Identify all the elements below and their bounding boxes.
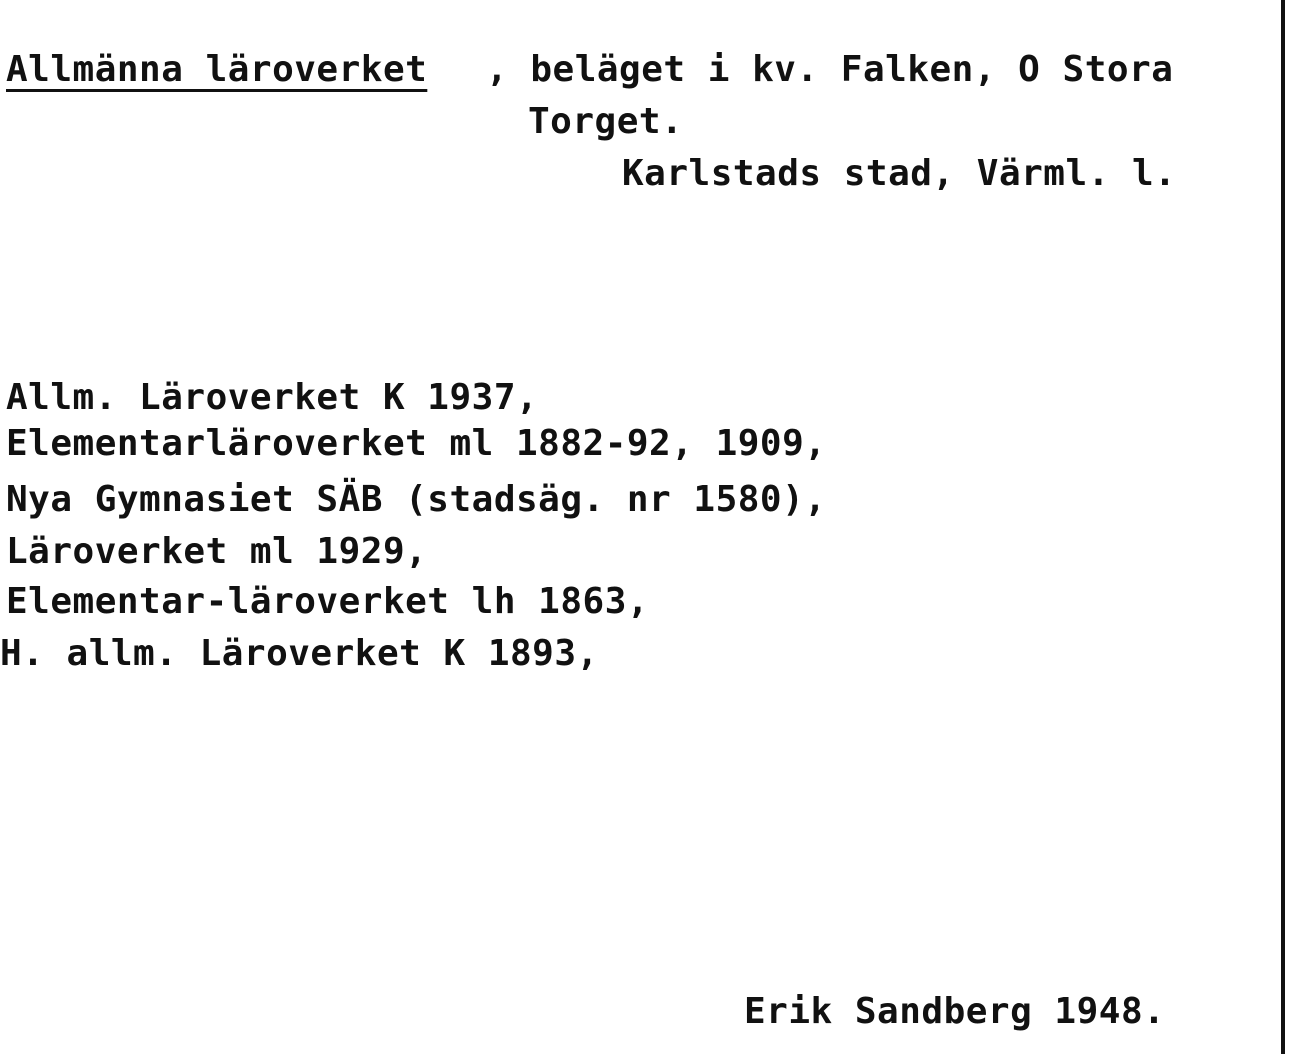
name-entry: Elementar-läroverket lh 1863,: [6, 581, 650, 622]
signature: Erik Sandberg 1948.: [744, 991, 1166, 1032]
name-entry: Nya Gymnasiet SÄB (stadsäg. nr 1580),: [6, 479, 827, 520]
name-entry: Elementarläroverket ml 1882-92, 1909,: [6, 423, 827, 464]
card-title-description-continued: Torget.: [528, 101, 684, 142]
name-entry: Läroverket ml 1929,: [6, 531, 428, 572]
card-title-description: , beläget i kv. Falken, O Stora: [486, 49, 1174, 90]
location-line: Karlstads stad, Värml. l.: [622, 153, 1177, 194]
card-title: Allmänna läroverket: [6, 49, 428, 90]
name-entry: H. allm. Läroverket K 1893,: [0, 633, 599, 674]
name-entry: Allm. Läroverket K 1937,: [6, 377, 539, 418]
card-edge: [1281, 0, 1285, 1054]
